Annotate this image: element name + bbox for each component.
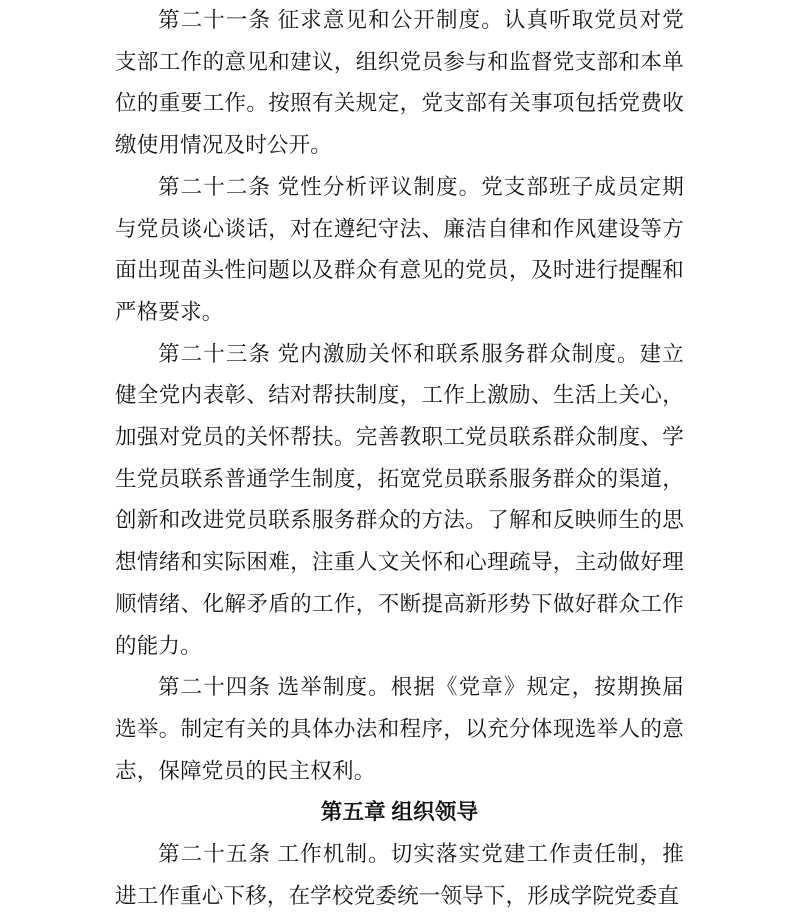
article-23-paragraph: 第二十三条 党内激励关怀和联系服务群众制度。建立健全党内表彰、结对帮扶制度，工作上激励、生活上关心，加强对党员的关怀帮扶。完善教职工党员联系群众制度、学生党员联系普通学生制度，拓宽党员联系服务群众的渠道，创新和改进党员联系服务群众的方法。了解和反映师生的思想情绪和实际困难，注重人文关怀和心理疏导，主动做好理顺情绪、化解矛盾的工作，不断提高新形势下做好群众工作的能力。 — [115, 341, 684, 658]
article-22-paragraph: 第二十二条 党性分析评议制度。党支部班子成员定期与党员谈心谈话，对在遵纪守法、廉洁自律和作风建设等方面出现苗头性问题以及群众有意见的党员，及时进行提醒和严格要求。 — [115, 174, 684, 324]
article-24-paragraph: 第二十四条 选举制度。根据《党章》规定，按期换届选举。制定有关的具体办法和程序，以充分体现选举人的意志，保障党员的民主权利。 — [115, 675, 684, 783]
chapter-5-heading: 第五章 组织领导 — [320, 800, 479, 825]
article-21-paragraph: 第二十一条 征求意见和公开制度。认真听取党员对党支部工作的意见和建议，组织党员参与和监督党支部和本单位的重要工作。按照有关规定，党支部有关事项包括党费收缴使用情况及时公开。 — [115, 8, 684, 158]
article-25-paragraph: 第二十五条 工作机制。切实落实党建工作责任制，推进工作重心下移，在学校党委统一领导下，形成学院党委直 — [115, 842, 684, 908]
